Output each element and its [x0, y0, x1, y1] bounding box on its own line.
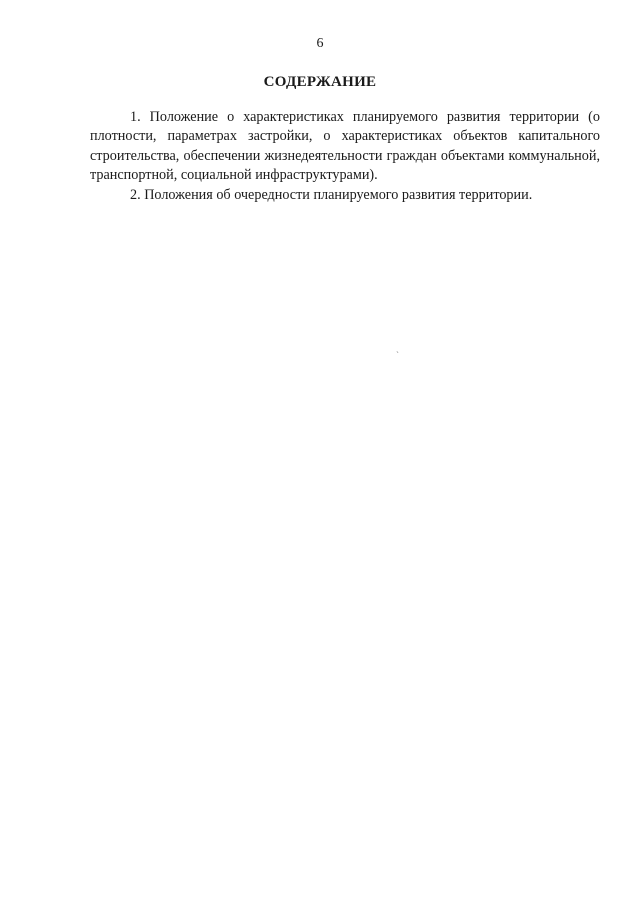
contents-entry-2: 2. Положения об очередности планируемого развития территории.	[130, 186, 533, 203]
page-title: СОДЕРЖАНИЕ	[263, 74, 377, 90]
contents-entry-1: 1. Положение о характеристиках планируемого развития территории (о плотности, параметрах застройки, о характеристиках объектов капитального строительства, обеспечении жизнедеятельности граждан объектами коммунальной, транспортной, социальной инфраструктурами).	[90, 109, 600, 184]
page-number: 6	[316, 36, 324, 51]
scan-speck: `	[396, 350, 399, 360]
table-of-contents	[90, 108, 600, 205]
